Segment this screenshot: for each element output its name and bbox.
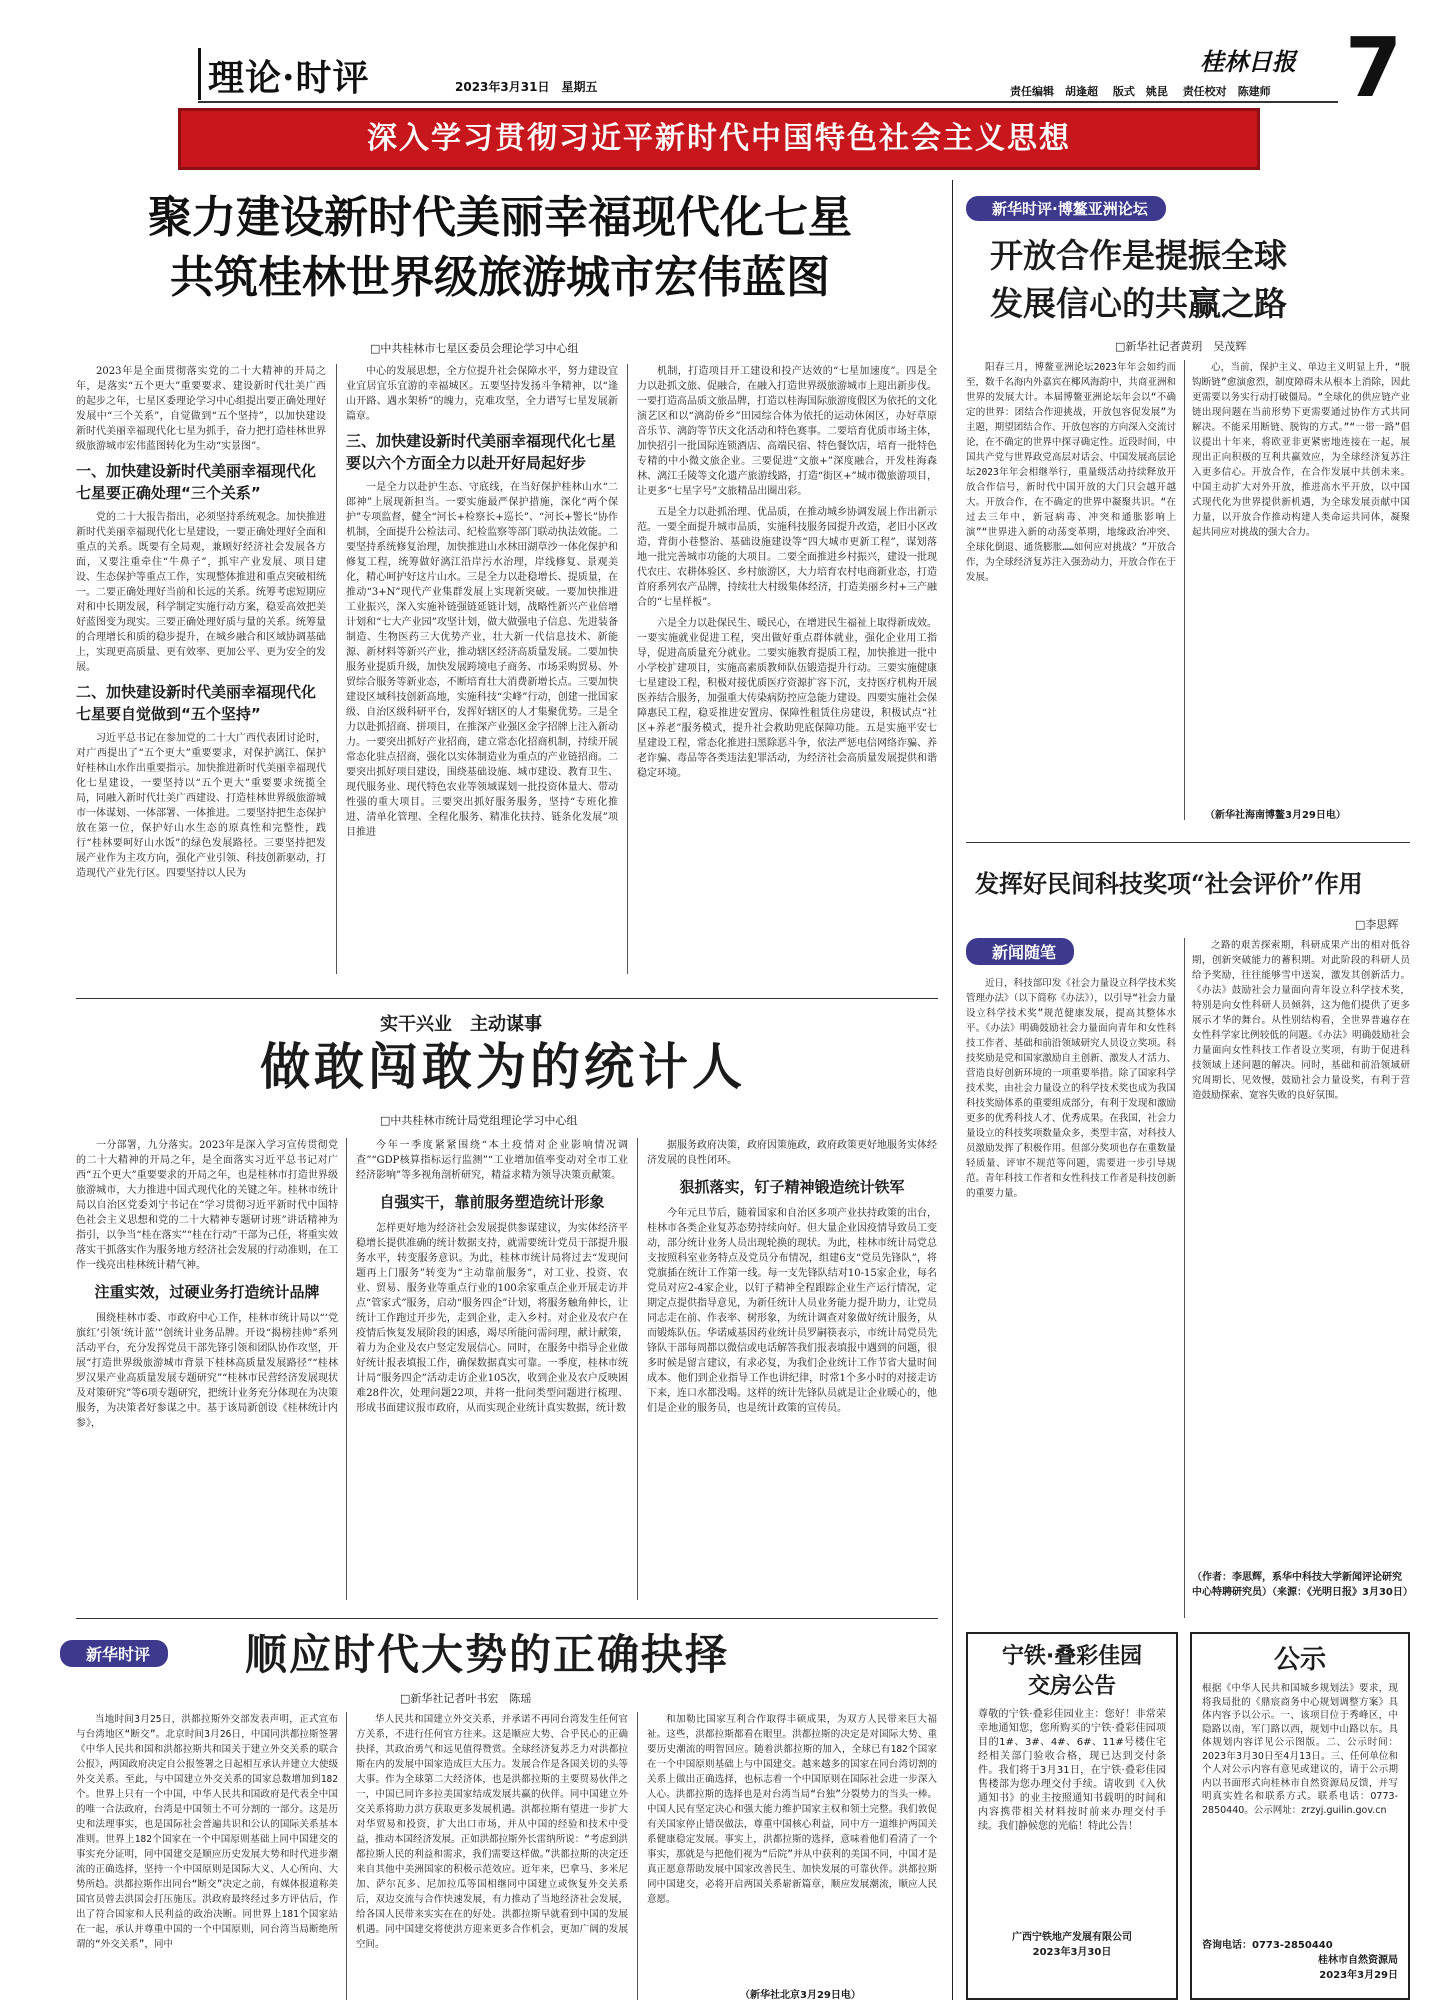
ad1-date: 2023年3月30日	[1032, 1947, 1112, 1958]
paragraph: 一分部署，九分落实。2023年是深入学习宣传贯彻党的二十大精神的开局之年，是全面落实习近平总书记对广西“五个更大”重要要求的开局之年，也是桂林市打造世界级旅游城市，大力推进中国式现代化的关键之年。桂林市统计局以自治区党委刘宁书记在“学习贯彻习近平新时代中国特色社会主义思想和党的二十大精神专题研讨班”讲话精神为指引，以争当“桂在落实”“桂在行动”干部为己任，将重实效落实干抓落实作为服务地方经济社会发展的行动准则，在工作一线亮出桂林统计精气神。	[76, 1140, 338, 1271]
article1-byline: □中共桂林市七星区委员会理论学习中心组	[370, 342, 579, 355]
article3-col2	[356, 1712, 628, 2002]
article3-byline: □新华社记者叶书宏 陈瑶	[400, 1692, 532, 1705]
article1-col1	[76, 364, 326, 984]
ad-notice-public	[1190, 1632, 1410, 2000]
newspaper-logo: 桂林日报	[1200, 47, 1296, 76]
sidebar1-col1	[966, 360, 1176, 820]
column-divider	[346, 1712, 347, 2000]
paragraph: 六是全力以赴保民生、暖民心，在增进民生福祉上取得新成效。一要实施就业促进工程，突出做好重点群体就业，强化企业用工指导，促进高质量充分就业。二要实施教育提质工程，加快推进一批中小学校扩建项目，实施高素质教师队伍锻造提升行动。三要实施健康七星建设工程，积极对接优质医疗资源扩容下沉，支持医疗机构开展医养结合服务，加强重大传染病防控应急能力建设。四要实施社会保障惠民工程，稳妥推进安置房、保障性租赁住房建设，积极试点“社区+养老”服务模式，提升社会救助兜底保障功能。五是实施平安七星建设工程，常态化推进扫黑除恶斗争，依法严惩电信网络诈骗、养老诈骗、毒品等各类违法犯罪活动，为经济社会高质量发展提供和谐稳定环境。	[637, 618, 937, 779]
article3-col3	[647, 1712, 937, 1984]
article3-title: 顺应时代大势的正确抉择	[245, 1630, 730, 1679]
section-heading: 注重实效，过硬业务打造统计品牌	[94, 1283, 320, 1301]
sidebar2-badge	[966, 938, 1074, 965]
credit-label: 版式	[1112, 85, 1135, 98]
page-number: 7	[1345, 21, 1403, 116]
paragraph: 近日，科技部印发《社会力量设立科学技术奖管理办法》（以下简称《办法》），以引导“社会力量设立科学技术奖”规范健康发展，提高其整体水平。《办法》明确鼓励社会力量面向青年和女性科技工作者、基础和前沿领域研究人员设立奖项。科技奖励是党和国家激励自主创新、激发人才活力、营造良好创新环境的一项重要举措。除了国家科学技术奖，由社会力量设立的科学技术奖也成为我国科技奖励体系的重要组成部分，有利于发现和激励更多的优秀科技人才、优秀成果。在我国，社会力量设立的科技奖项数量众多，类型丰富，对科技人员激励发挥了积极作用。但部分奖项也存在重数量轻质量、评审不规范等问题，需要进一步引导规范。青年科技工作者和女性科技工作者是科技创新的重要力量。	[966, 978, 1176, 1199]
article1-title-line2: 共筑桂林世界级旅游城市宏伟蓝图	[170, 252, 830, 303]
sidebar1-title-line1: 开放合作是提振全球	[990, 236, 1287, 275]
section-rule	[76, 998, 938, 999]
article2-byline: □中共桂林市统计局党组理论学习中心组	[380, 1114, 578, 1127]
paragraph: 机制，打造项目开工建设和投产达效的“七星加速度”。四是全力以赴抓文旅、促融合，在融入打造世界级旅游城市上迎出新步伐。一要打造高品质文旅品牌，打造以桂海国际旅游度假区为依托的文化演艺区和以“漓韵侨乡”田园综合体为依托的运动休闲区，办好草原音乐节、漓韵等节庆文化活动和特色赛事。二要培育优质市场主体，加快招引一批国际连锁酒店、高端民宿、特色餐饮店，培育一批特色专精的中小微文旅企业。三要促进“文旅+”深度融合，开发桂海森林、漓江壬陵等文化遗产旅游线路，打造“街区+”城市微旅游项目，让更多“七星字号”文旅精品出圈出彩。	[637, 366, 937, 497]
column-divider	[637, 1138, 638, 1600]
paragraph: 怎样更好地为经济社会发展提供参谋建议，为实体经济平稳增长提供准确的统计数据支持，就需要统计党员干部提升服务水平，转变服务意识。为此，桂林市统计局将过去“发现问题再上门服务”转变为“主动靠前服务”，对工业、投资、农业、贸易、服务业等重点行业的100余家重点企业开展走访并点“管家式”服务，启动“服务四企”计划，将服务触角伸长，让统计工作跑过开步先，走到企业，走入乡村。对企业及农户在疫情后恢复发展阶段的困惑，竭尽所能问需问理，献计献策，着力为企业及农户竖定发展信心。同时，在服务中指导企业做好统计报表填报工作，确保数据真实可靠。一季度，桂林市统计局“服务四企”活动走访企业105次，收到企业及农户反映困难28件次，处理问题22项，并将一批问类型问题进行梳理、形成书面建议报市政府，从而实现企业统计真实数据，统计数	[356, 1223, 628, 1414]
article3-dateline: （新华社北京3月29日电）	[740, 1990, 861, 2001]
page-divider	[952, 180, 953, 2000]
ad2-title: 公示	[1273, 1645, 1326, 1675]
sidebar1-title-line2: 发展信心的共赢之路	[990, 284, 1287, 323]
ad2-body: 根据《中华人民共和国城乡规划法》要求，现将我局批的《鼎宸商务中心规划调整方案》具体内容予以公示。一、该项目位于秀峰区，中隐路以南，军门路以西，规划中山路以东。具体规划内容详见公示图版。二、公示时间：2023年3月30日至4月13日。三、任何单位和个人对公示内容有意见或建议的，请于公示期内以书面形式向桂林市自然资源局反馈，并写明真实姓名和联系方式。联系电话：0773-2850440。公示网址：zrzyj.guilin.gov.cn	[1202, 1683, 1398, 1816]
section-heading: 三、加快建设新时代美丽幸福现代化七星要以六个方面全力以赴开好局起好步	[346, 432, 617, 472]
paragraph: 2023年是全面贯彻落实党的二十大精神的开局之年，是落实“五个更大”重要要求、建设新时代壮美广西的起步之年，七星区委理论学习中心组提出要正确处理好发展中“三个关系”，自觉做到“五个坚持”，以加快建设新时代美丽幸福现代化七星为抓手，奋力把打造桂林世界级旅游城市宏伟蓝图转化为生动“实景图”。	[76, 366, 326, 452]
ad-notice-housing	[966, 1632, 1178, 2000]
credit-label: 责任校对	[1182, 85, 1227, 98]
ad1-title-line1: 宁铁·叠彩佳园	[1001, 1644, 1143, 1669]
paragraph: 心，当前，保护主义、单边主义明显上升，“脱钩断链”愈演愈烈，制度障碍未从根本上消除，因此更需要以务实行动打破僵局。“全球化的供应链产业链出现问题在当前形势下更需要通过协作方式共同解决。不能采用断链、脱钩的方式。”“一带一路”倡议提出十年来，将欧亚非更紧密地连接在一起，展现出正向积极的互利共赢效应，为全球经济复苏注入更多信心。开放合作，在合作发展中共创未来。中国主动扩大对外开放，推进高水平开放，以中国式现代化为世界提供新机遇，为全球发展贡献中国力量，以开放合作推动构建人类命运共同体，凝聚起共同应对挑战的强大合力。	[1192, 362, 1410, 538]
paragraph: 据服务政府决策，政府因策施政，政府政策更好地服务实体经济发展的良性闭环。	[647, 1140, 937, 1166]
article1-title	[60, 188, 940, 308]
paragraph: 党的二十大报告指出，必须坚持系统观念。加快推进新时代美丽幸福现代化七星建设，一要正确处理好全面和重点的关系。既要有全局观，兼顾好经济社会发展各方面，又要注重牵住“牛鼻子”，抓牢产业发展、项目建设、生态保护等重点工作，实现整体推进和重点突破相统一。二要正确处理好当前和长远的关系。统筹考虑短期应对和中长期发展，科学制定实施行动方案，稳妥高效把美好蓝图变为现实。三要正确处理好质与量的关系。统筹量的合理增长和质的稳步提升，在城乡融合和区域协调基础上，实现更高质量、更有效率、更加公平、更为安全的发展。	[76, 512, 326, 673]
article2-col2	[356, 1138, 628, 1610]
sidebar1-badge-label: 新华时评·博鳌亚洲论坛	[966, 196, 1166, 221]
article2-col3	[647, 1138, 937, 1610]
paragraph: 阳春三月，博鳌亚洲论坛2023年年会如约而至，数千名海内外嘉宾在椰风海韵中，共商亚洲和世界的发展大计。本届博鳌亚洲论坛年会以“不确定的世界：团结合作迎挑战，开放包容促发展”为主题，期望团结合作、开放包容的方向深入交流讨论，在不确定的世界中探寻确定性。近段时间，中国共产党与世界政党高层对话会、中国发展高层论坛2023年年会相继举行，重量级活动持续释放开放合作信号，新时代中国开放的大门只会越开越大。开放合作，在不确定的世界中凝聚共识。“在过去三年中，新冠病毒、冲突和通胀影响上演”“世界进入新的动荡变革期，地缘政治冲突、全球化倒退、通货膨胀……如何应对挑战？”开放合作，为全球经济复苏注入强劲动力，开放合作在于发展。	[966, 362, 1176, 583]
masthead-rule	[198, 101, 1338, 103]
column-divider	[1184, 938, 1185, 1618]
column-divider	[346, 1138, 347, 1600]
sidebar2-title: 发挥好民间科技奖项“社会评价”作用	[975, 869, 1363, 898]
article1-col3	[637, 364, 937, 984]
paragraph: 当地时间3月25日，洪都拉斯外交部发表声明，正式宣布与台湾地区“断交”。北京时间3月26日，中国同洪都拉斯签署《中华人民共和国和洪都拉斯共和国关于建立外交关系的联合公报》，两国政府决定自公报签署之日起相互承认并建立大使级外交关系。至此，与中国建立外交关系的国家总数增加到182个。世界上只有一个中国，中华人民共和国政府是代表全中国的唯一合法政府，台湾是中国领土不可分割的一部分。这是历史和法理事实，也是国际社会普遍共识和公认的国际关系基本准则。世界上182个国家在一个中国原则基础上同中国建交的事实充分证明，同中国建交是顺应历史发展大势和时代进步潮流的正确选择，坚持一个中国原则是国际大义、人心所向、大势所趋。洪都拉斯作出同台“断交”决定之前，有媒体报道称美国官员曾去洪国会打压施压。洪政府最终经过多方评估后，作出了符合国家和人民利益的政治决断。同世界上181个国家站在一起，承认并尊重中国的一个中国原则，同台湾当局断绝所谓的“外交关系”，同中	[76, 1714, 338, 1950]
column-divider	[336, 364, 337, 974]
credit-name: 胡逢超	[1065, 85, 1098, 98]
paragraph: 五是全力以赴抓治理、优品质，在推动城乡协调发展上作出新示范。一要全面提升城市品质，实施科技服务园提升改造，老旧小区改造，背街小巷整治、基础设施建设等“四大城市更新工程”，谋划落地一批完善城市功能的大项目。二要全面推进乡村振兴，建设一批现代农庄、农耕体验区、乡村旅游区，大力培育农村电商新业态，打造首府系列农产品牌，持续壮大村级集体经济，打造美丽乡村+三产融合的“七星样板”。	[637, 507, 937, 608]
article1-title-line1: 聚力建设新时代美丽幸福现代化七星	[148, 192, 852, 243]
theme-banner	[178, 108, 1260, 170]
credit-name: 陈建师	[1237, 85, 1271, 98]
column-divider	[1184, 360, 1185, 820]
article2-kicker: 实干兴业 主动谋事	[380, 1014, 542, 1035]
ad2-org: 桂林市自然资源局	[1318, 1955, 1398, 1966]
credit-name: 姚昆	[1145, 85, 1168, 98]
sidebar1-byline: □新华社记者黄玥 吴茂辉	[1115, 340, 1247, 353]
paragraph: 中心的发展思想，全方位提升社会保障水平，努力建设宜业宜居宜乐宜游的幸福城区。五要坚持发扬斗争精神，以“逢山开路、遇水架桥”的魄力，克难攻坚，全力谱写七星发展新篇章。	[346, 366, 618, 422]
section-heading: 狠抓落实，钉子精神锻造统计铁军	[679, 1178, 905, 1196]
article2-title: 做敢闯敢为的统计人	[260, 1037, 746, 1096]
article1-col2	[346, 364, 618, 984]
column-divider	[627, 364, 628, 974]
paragraph: 今年一季度紧紧围绕“本土疫情对企业影响情况调查”“GDP核算指标运行监测”“工业增加值率变动对全市工业经济影响”等多视角剖析研究，精益求精为领导决策贡献策。	[356, 1140, 628, 1181]
credit-label: 责任编辑	[1010, 85, 1054, 98]
sidebar1-title	[990, 232, 1410, 328]
paragraph: 之路的艰苦探索期，科研成果产出的相对低谷期，创新突破能力的蓄积期。对此阶段的科研人员给予奖励，往往能够雪中送炭，激发其创新活力。《办法》鼓励社会力量面向青年设立科学技术奖，特别是向女性科研人员倾斜，这为他们提供了更多展示才华的舞台。从性别结构看，全世界普遍存在女性科学家比例较低的问题。《办法》明确鼓励社会力量面向女性科技工作者设立奖项，有助于促进科技领域上述问题的解决。同时，基础和前沿领域研究周期长、见效慢，鼓励社会力量设奖，有利于营造鼓励探索、宽容失败的良好氛围。	[1192, 940, 1410, 1101]
paragraph: 习近平总书记在参加党的二十大广西代表团讨论时，对广西提出了“五个更大”重要要求，对保护漓江、保护好桂林山水作出重要指示。加快推进新时代美丽幸福现代化七星建设，一要坚持以“五个更大”重要要求统揽全局，同融入新时代壮美广西建设、打造桂林世界级旅游城市一体谋划、一体部署、一体推进。二要坚持把生态保护放在第一位，保护好山水生态的原真性和完整性，践行“桂林要呵好山水饭”的绿色发展路径。三要坚持把发展产业作为主攻方向，强化产业引领、科技创新驱动，打造现代产业先行区。四要坚持以人民为	[76, 733, 326, 879]
sidebar2-footnote: （作者：李思辉，系华中科技大学新闻评论研究中心特聘研究员）（来源：《光明日报》3月30日）	[1192, 1572, 1413, 1598]
ad1-company: 广西宁铁地产发展有限公司	[1012, 1932, 1132, 1943]
sidebar2-col1	[966, 976, 1176, 1616]
section-heading: 自强实干，靠前服务塑造统计形象	[379, 1193, 605, 1211]
sidebar2-col2	[1192, 938, 1410, 1568]
masthead	[0, 0, 1438, 116]
column-divider	[637, 1712, 638, 2000]
issue-date: 2023年3月31日 星期五	[455, 80, 598, 94]
sidebar1-badge	[966, 196, 1166, 221]
ad2-date: 2023年3月29日	[1319, 1970, 1398, 1981]
paragraph: 今年元旦节后，随着国家和自治区多项产业扶持政策的出台，桂林市各类企业复苏态势持续向好。但大量企业因疫情导致员工变动，部分统计业务人员出现轮换的现状。为此，桂林市统计局党总支按照科室业务特点及党员分布情况，组建6支“党员先锋队”，将党旗插在统计工作第一线。每一支先锋队结对10-15家企业，每名党员对应2-4家企业，以钉子精神全程跟踪企业生产运行情况，定期定点提供指导意见，为新任统计人员业务能力提升助力，让党员同志走在前、作表率、树形象，为统计调查对象做好统计服务，从而锻炼队伍。华诺威基因药业统计员罗嗣筷表示，市统计局党员先锋队干部每周都以微信或电话解答我们报表填报中遇到的问题，很多时候是留言建议，有求必复，为我们企业统计工作节省大量时间成本。他们到企业指导工作也讲纪律，时常1个多小时的对接走访下来，连口水都没喝。这样的统计先锋队员就是让企业暖心的，他们是企业的服务员，也是统计政策的宣传员。	[647, 1208, 937, 1414]
masthead-tab-box	[198, 48, 201, 100]
section-rule	[76, 1618, 938, 1619]
paragraph: 围绕桂林市委、市政府中心工作，桂林市统计局以“‘党旗红’引领‘统计蓝’”创统计业务品牌。开设“揭榜挂帅”系列活动平台，充分发挥党员干部先锋引领和团队协作攻坚，开展“打造世界级旅游城市背景下桂林高质量发展路径”“桂林罗汉果产业高质量发展专题研究”“桂林市民营经济发展现状及对策研究”等6项专题研究，把统计业务充分体现在为决策服务，为决策者好参谋之中。基于该局新创设《桂林统计内参》，	[76, 1313, 338, 1429]
paragraph: 华人民共和国建立外交关系，并承诺不再同台湾发生任何官方关系，不进行任何官方往来。这是顺应大势、合乎民心的正确抉择，其政治勇气和远见值得赞赏。全球经济复苏乏力对洪都拉斯在内的发展中国家造成巨大压力。发展合作是各国关切的头等大事。作为全球第二大经济体，也是洪都拉斯的主要贸易伙伴之一，中国已同许多拉美国家结成发展共赢的伙伴。同中国建立外交关系将助力洪方获取更多发展机遇。洪都拉斯有望进一步扩大对华贸易和投资，扩大出口市场，并从中国的经验和技术中受益，推动本国经济发展。正如洪都拉斯外长雷纳所说：“考虑到洪都拉斯人民的利益和需求，我们需要这样做。”洪都拉斯的决定还来自其他中美洲国家的积极示范效应。近年来，巴拿马、多米尼加、萨尔瓦多、尼加拉瓜等国相继同中国建立或恢复外交关系后，双边交流与合作快速发展，有力推动了当地经济社会发展，给各国人民带来实实在在的好处。洪都拉斯早就看到中国的发展机遇。同中国建交将使洪方迎来更多合作机会，更加广阔的发展空间。	[356, 1714, 628, 1950]
ad2-phone: 咨询电话：0773-2850440	[1202, 1940, 1333, 1951]
section-label: 理论·时评	[208, 57, 370, 99]
sidebar2-byline: □李思辉	[1355, 918, 1399, 931]
article3-badge	[60, 1640, 168, 1667]
article3-badge-label: 新华时评	[60, 1640, 168, 1667]
ad1-title-line2: 交房公告	[1027, 1674, 1116, 1699]
credits	[1010, 83, 1271, 99]
paragraph: 一是全力以赴护生态、守底线，在当好保护桂林山水“二郎神”上展现新担当。一要实施最严保护措施，深化“两个保护”专项监督，健全“河长+检察长+巡长”、“河长+警长”协作机制，全面提升公检法司、纪检监察等部门联动执法效能。二要坚持系统修复治理，加快推进山水林田湖草沙一体化保护和修复工程，统筹做好漓江沿岸污水治理，岸线修复、景观美化，精心呵护好这片山水。三是全力以赴稳增长、提质量，在推动“3+N”现代产业集群发展上实现新突破。一要加快推进工业振兴，深入实施补链强链延链计划，战略性新兴产业倍增计划和“七大产业园”攻坚计划，做大做强电子信息、先进装备制造、生物医药三大优势产业，壮大新一代信息技术、新能源、新材料等新兴产业，推动辖区经济高质量发展。二要加快服务业提质升级，加快发展跨境电子商务、市场采购贸易、外贸综合服务等新业态，不断培育壮大消费新增长点。三要加快建设区域科技创新高地，实施科技“尖峰”行动，创建一批国家级、自治区级科研平台，发挥好辖区的人才集聚优势。三是全力以赴抓招商、拼项目，在推深产业强区金字招牌上注入新动力。一要突出抓好产业招商，建立常态化招商机制，持续开展常态化驻点招商，强化以实体制造业为重点的产业链招商。二要突出抓好项目建设，围绕基础设施、城市建设、教育卫生、现代服务业、现代特色农业等领域谋划一批投资体量大、带动性强的重大项目。三要突出抓好服务服务，坚持“专班化推进、清单化管理、全程化服务、精准化扶持、链条化发展”项目推进	[346, 482, 618, 838]
ad1-body: 尊敬的宁铁·叠彩佳园业主：您好！非常荣幸地通知您，您所购买的宁铁·叠彩佳园项目的1#、3#、4#、6#、11#号楼住宅经相关部门验收合格，现已达到交付条件。我们将于3月31日，在宁铁·叠彩佳园售楼部为您办理交付手续。请收到《入伙通知书》的业主按照通知书载明的时间和内容携带相关材料按时前来办理交付手续。我们静候您的光临！特此公告！	[978, 1709, 1166, 1832]
section-rule	[966, 842, 1410, 843]
paragraph: 和加勒比国家互利合作取得丰硕成果，为双方人民带来巨大福祉。这些，洪都拉斯都看在眼里。洪都拉斯的决定是对国际大势、重要历史潮流的明智回应。随着洪都拉斯的加入，全球已有182个国家在一个中国原则基础上与中国建交。越来越多的国家在同台湾切割的关系上做出正确选择，也标志着一个中国原则在国际社会进一步深入人心。洪都拉斯的选择也是对台湾当局“台独”分裂势力的当头一棒。中国人民有坚定决心和强大能力维护国家主权和领土完整。我们敦促有关国家停止错误做法，尊重中国核心利益，同中方一道维护两国关系健康稳定发展。事实上，洪都拉斯的选择，意味着他们看清了一个事实，那就是与把他们视为“后院”并从中获利的美国不同，中国才是真正愿意帮助发展中国家改善民生、加快发展的可靠伙伴。洪都拉斯同中国建交，必将开启两国关系崭新篇章，顺应发展潮流，顺应人民意愿。	[647, 1714, 937, 1905]
sidebar2-badge-label: 新闻随笔	[966, 938, 1074, 965]
sidebar1-col2	[1192, 360, 1410, 800]
article3-col1	[76, 1712, 338, 2002]
section-heading: 二、加快建设新时代美丽幸福现代化七星要自觉做到“五个坚持”	[76, 683, 317, 723]
theme-banner-text: 深入学习贯彻习近平新时代中国特色社会主义思想	[367, 121, 1071, 156]
article2-col1	[76, 1138, 338, 1610]
sidebar1-dateline: （新华社海南博鳌3月29日电）	[1205, 810, 1346, 821]
section-heading: 一、加快建设新时代美丽幸福现代化七星要正确处理“三个关系”	[76, 462, 317, 502]
